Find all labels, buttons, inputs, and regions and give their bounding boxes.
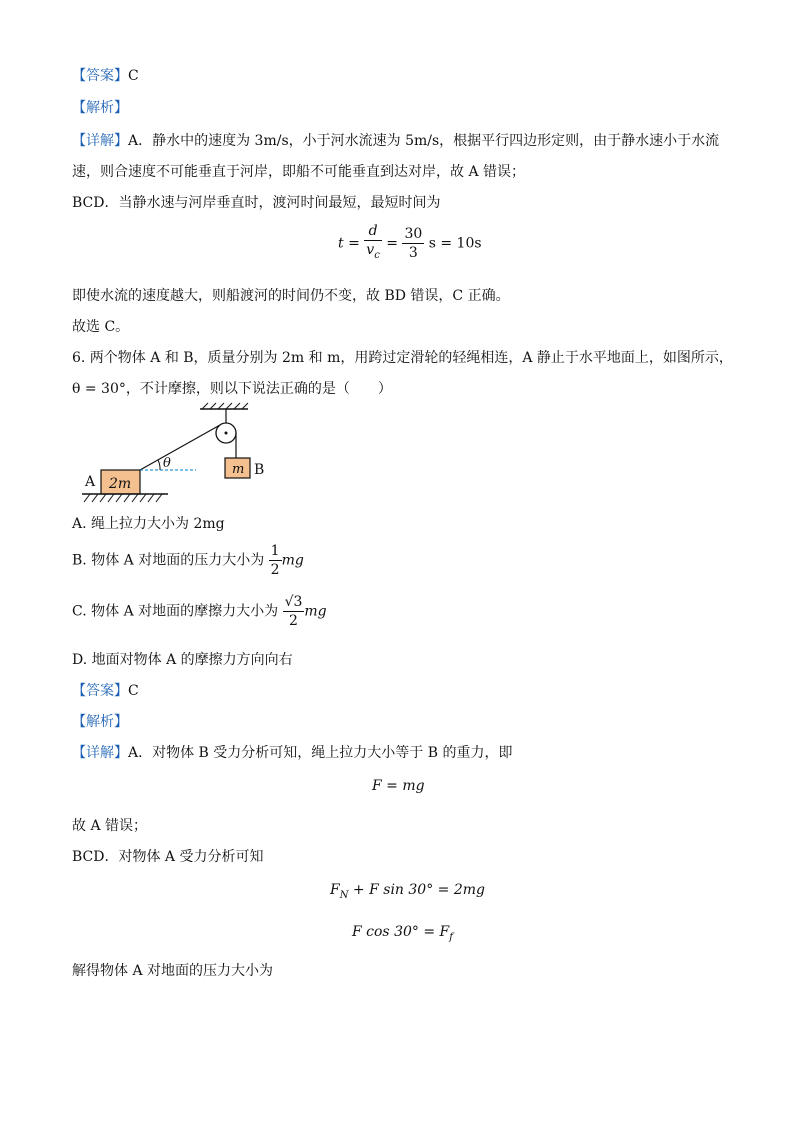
equation-vertical-balance — [330, 882, 485, 901]
block-a-mass: 2m — [109, 476, 132, 492]
answer-value: C — [128, 68, 139, 84]
eq-lhs: t — [338, 235, 344, 252]
eq-frac1-num: d — [364, 222, 382, 241]
ground-hatch — [84, 494, 162, 502]
question-6-line-2: θ = 30°，不计摩擦，则以下说法正确的是（ ） — [72, 381, 392, 397]
angle-label: θ — [163, 456, 171, 471]
ceiling-hatch — [202, 403, 248, 409]
eq-frac1-den-sub: c — [374, 249, 380, 261]
eq-sign-2: = — [386, 235, 398, 252]
detail2-line-3: BCD．对物体 A 受力分析可知 — [72, 849, 264, 865]
eq-fraction-2 — [402, 225, 424, 262]
block-b-mass: m — [232, 462, 245, 477]
detail-line-1 — [72, 131, 719, 151]
answer-tag-2: 【答案】 — [72, 683, 128, 699]
detail2-line-2: 故 A 错误； — [72, 818, 148, 834]
answer-line-2 — [72, 681, 139, 701]
eq3-sub: f — [449, 931, 453, 943]
option-d: D. 地面对物体 A 的摩擦力方向向右 — [72, 652, 293, 668]
pulley-axle — [225, 432, 228, 435]
pulley-diagram — [72, 402, 302, 510]
option-b-fraction — [269, 542, 282, 579]
detail2-text-1: A．对物体 B 受力分析可知，绳上拉力大小等于 B 的重力，即 — [128, 745, 513, 761]
option-c-den: 2 — [289, 613, 298, 629]
option-b-prefix: B. 物体 A 对地面的压力大小为 — [72, 552, 265, 569]
equation-time — [338, 222, 482, 265]
answer-tag: 【答案】 — [72, 68, 128, 84]
eq-sign: = — [348, 235, 360, 252]
detail-line-2: 速，则合速度不可能垂直于河岸，即船不可能垂直到达对岸，故 A 错误； — [72, 164, 526, 180]
analysis-tag: 【解析】 — [72, 100, 128, 116]
answer-line-1 — [72, 66, 139, 86]
detail-text-1: A．静水中的速度为 3m/s，小于河水流速为 5m/s，根据平行四边形定则，由于静水速小于水流 — [128, 133, 720, 149]
option-b-suffix: mg — [281, 552, 304, 569]
option-c — [72, 593, 327, 630]
detail-tag-2: 【详解】 — [72, 745, 128, 761]
detail-line-4: 即使水流的速度越大，则船渡河的时间仍不变，故 BD 错误，C 正确。 — [72, 288, 510, 304]
label-a: A — [85, 474, 96, 490]
question-6-line-1: 6. 两个物体 A 和 B，质量分别为 2m 和 m，用跨过定滑轮的轻绳相连，A 静止于水平地面上，如图所示， — [72, 350, 733, 366]
angle-arc — [158, 460, 160, 470]
eq2-sub: N — [339, 889, 349, 901]
detail-tag: 【详解】 — [72, 133, 128, 149]
eq-frac1-den — [364, 241, 382, 265]
detail2-line-1 — [72, 743, 513, 763]
detail2-line-4: 解得物体 A 对地面的压力大小为 — [72, 963, 274, 979]
eq-frac1-den-var: v — [366, 242, 375, 258]
option-b-num: 1 — [270, 543, 280, 559]
equation-horizontal-balance — [352, 924, 453, 943]
analysis-tag-2: 【解析】 — [72, 714, 128, 730]
eq-frac2-num: 30 — [404, 225, 423, 242]
eq2-b: + F sin 30° = 2mg — [348, 882, 485, 898]
answer-value-2: C — [128, 683, 139, 699]
option-c-prefix: C. 物体 A 对地面的摩擦力大小为 — [72, 603, 279, 620]
rope-slanted — [140, 425, 220, 470]
eq-frac2-den: 3 — [408, 244, 418, 261]
option-a: A. 绳上拉力大小为 2mg — [72, 516, 225, 532]
eq-rhs: s = 10s — [428, 235, 482, 252]
option-c-fraction — [283, 593, 305, 630]
option-c-suffix: mg — [304, 603, 327, 620]
option-b-den: 2 — [270, 562, 280, 578]
eq3-a: F cos 30° = F — [352, 924, 450, 940]
option-b — [72, 542, 304, 579]
eq-fraction-1 — [364, 222, 382, 265]
eq2-a: F — [330, 882, 340, 898]
option-c-num: √3 — [284, 594, 303, 610]
equation-tension: F = mg — [372, 778, 425, 794]
detail-line-5: 故选 C。 — [72, 319, 130, 335]
detail-line-3: BCD．当静水速与河岸垂直时，渡河时间最短，最短时间为 — [72, 195, 441, 211]
label-b: B — [254, 462, 265, 478]
